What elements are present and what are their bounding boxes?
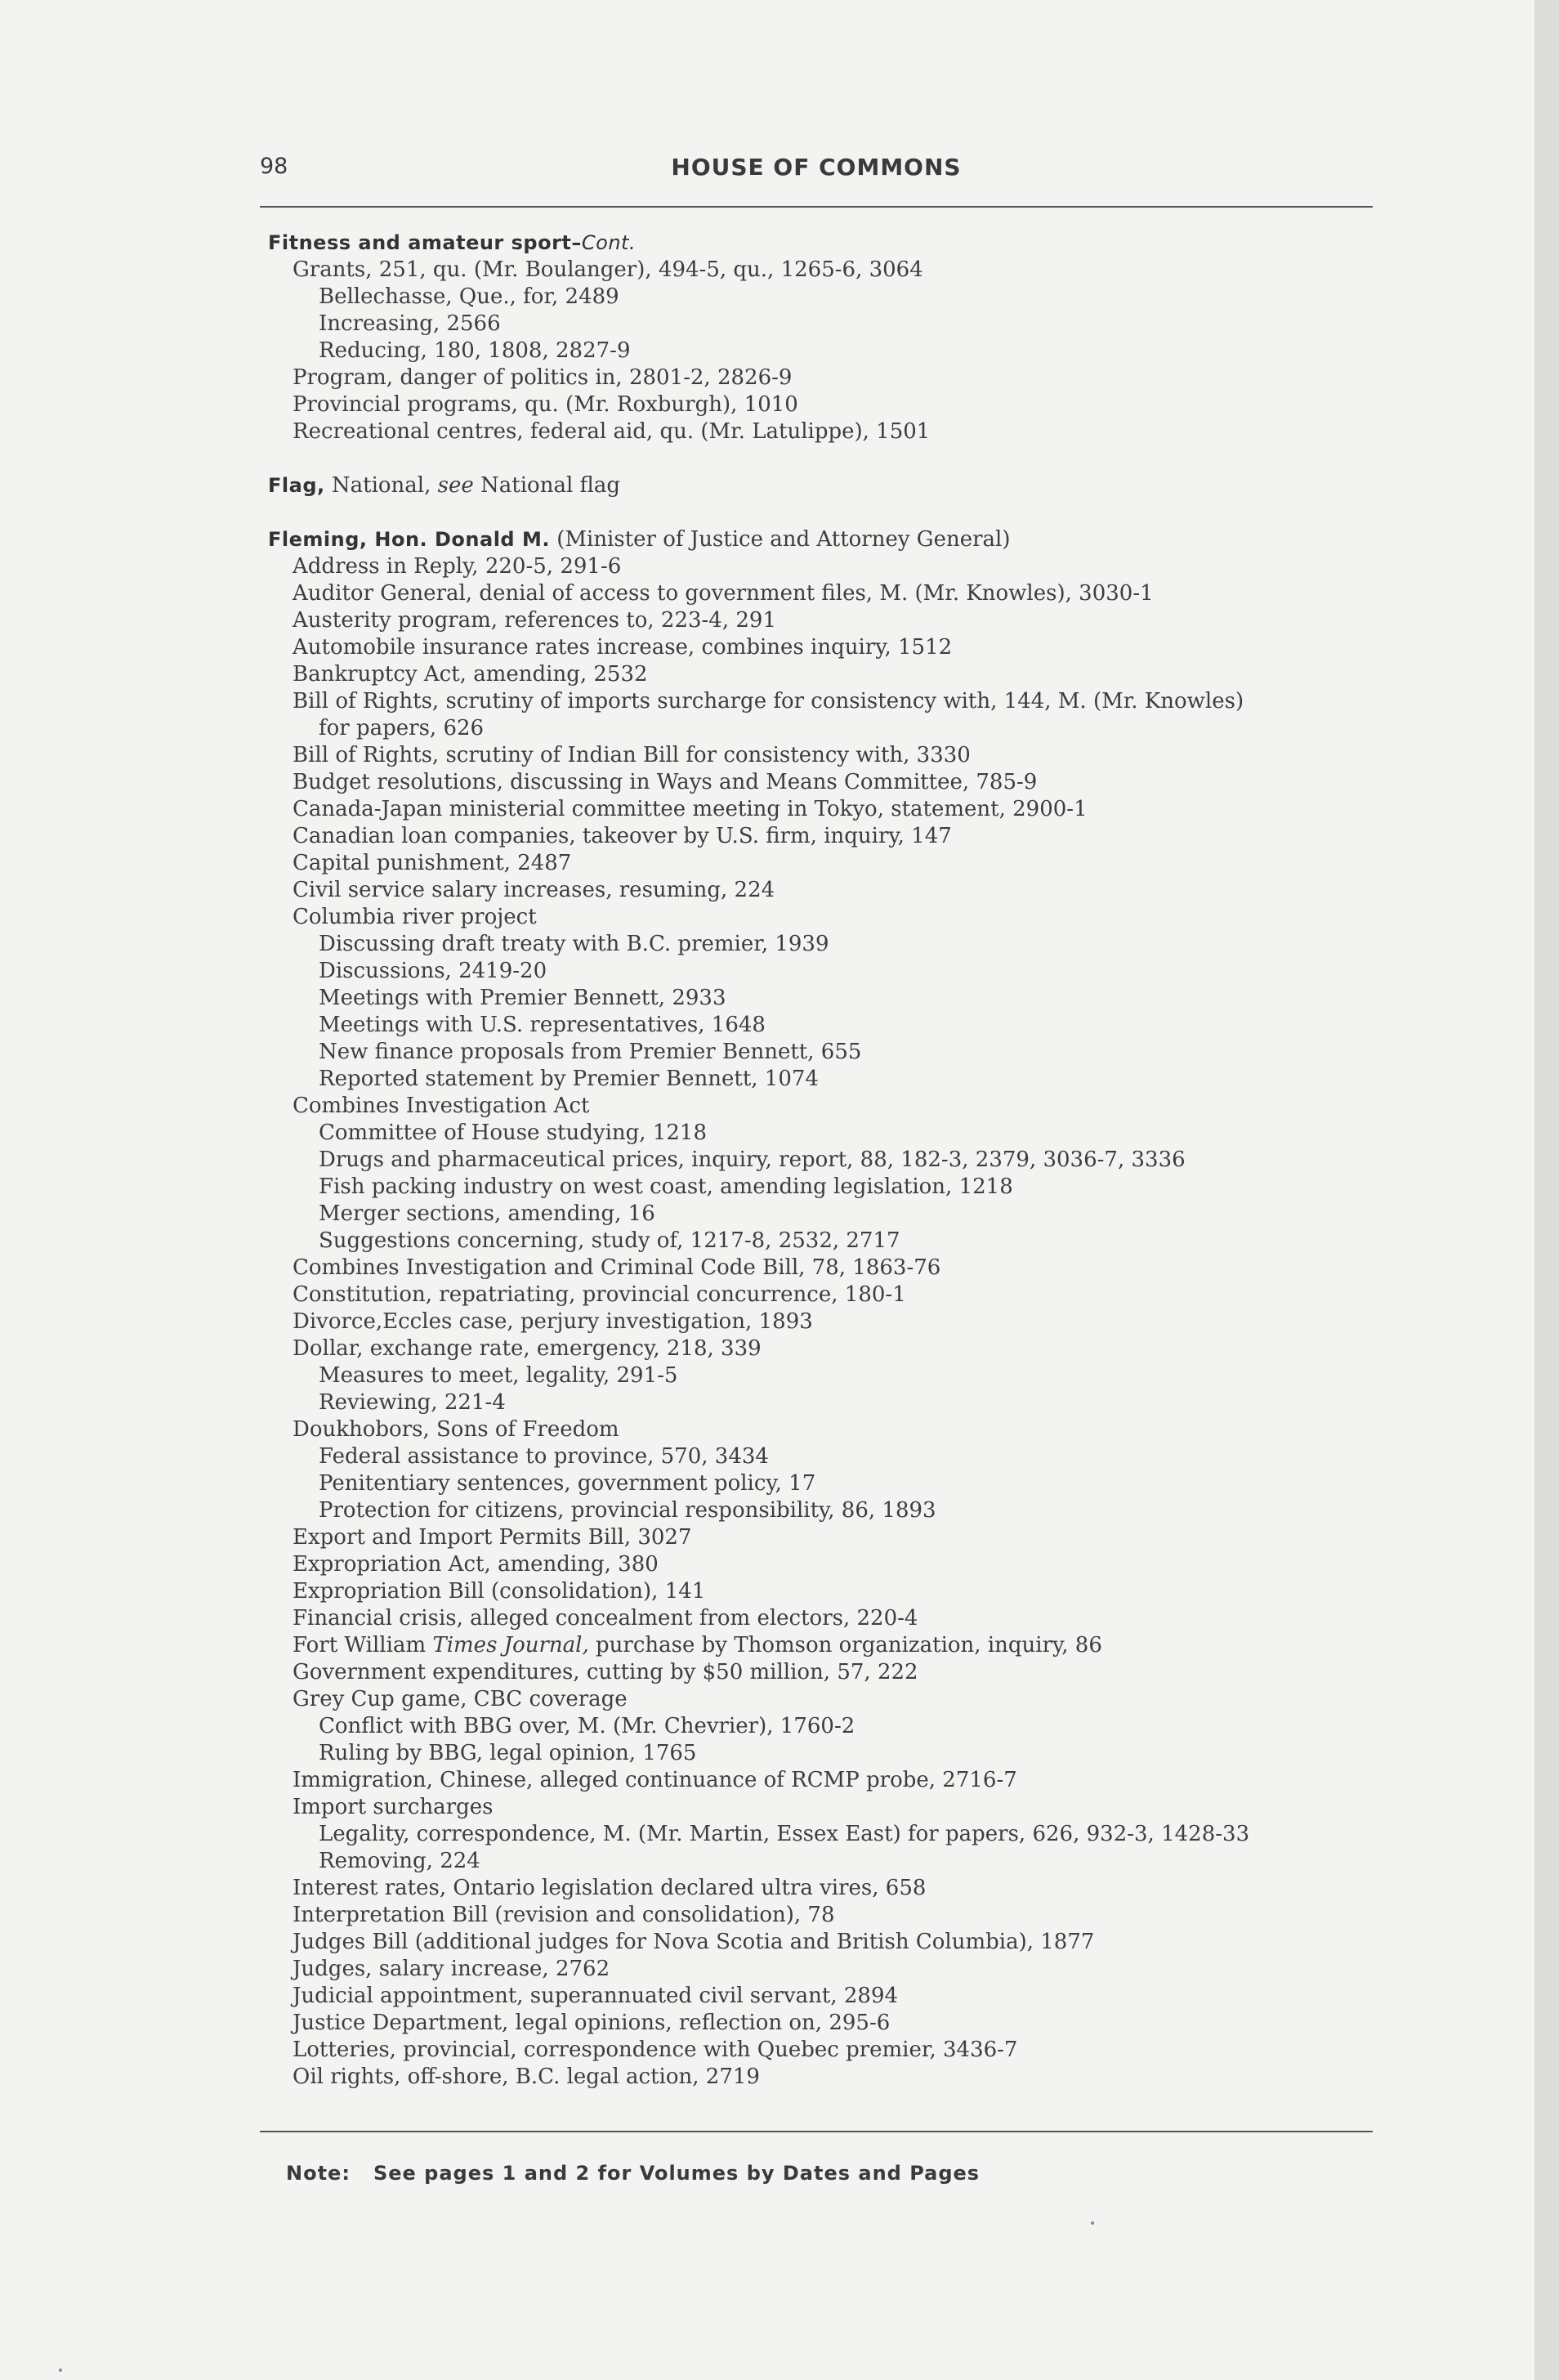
- index-subsubentry: [260, 1039, 1404, 1066]
- header-rule: [260, 206, 1373, 208]
- index-subsubentry: [260, 1470, 1404, 1497]
- index-subsubentry: [260, 1821, 1404, 1848]
- entry-text: Bankruptcy Act, amending, 2532: [293, 662, 648, 687]
- index-subsubentry: [260, 1389, 1404, 1416]
- entry-text: Columbia river project: [293, 905, 537, 929]
- entry-text: Merger sections, amending, 16: [319, 1201, 655, 1226]
- entry-text: Dollar, exchange rate, emergency, 218, 339: [293, 1336, 762, 1361]
- entry-text: Discussing draft treaty with B.C. premier, 1939: [319, 932, 829, 956]
- entry-text: Fish packing industry on west coast, amending legislation, 1218: [319, 1174, 1013, 1199]
- entry-text: Ruling by BBG, legal opinion, 1765: [319, 1741, 697, 1765]
- index-subentry: [260, 823, 1404, 850]
- index-subsubentry: [260, 715, 1404, 742]
- index-subentry: [260, 1659, 1404, 1686]
- index-subentry: [260, 1551, 1404, 1578]
- entry-text: Judges Bill (additional judges for Nova Scotia and British Columbia), 1877: [293, 1930, 1095, 1954]
- index-subsubentry: [260, 1120, 1404, 1147]
- index-subentry: [260, 634, 1404, 661]
- entry-text: Reducing, 180, 1808, 2827-9: [319, 338, 631, 363]
- index-subentry: [260, 1282, 1404, 1309]
- index-subentry: [260, 1632, 1404, 1659]
- index-subentry: [260, 1255, 1404, 1282]
- entry-heading: Flag,: [268, 474, 325, 497]
- entry-text-after: National flag: [473, 473, 621, 498]
- index-subentry: [260, 661, 1404, 688]
- entry-text: Address in Reply, 220-5, 291-6: [293, 554, 622, 579]
- index-subentry: [260, 1416, 1404, 1443]
- entry-text: Federal assistance to province, 570, 3434: [319, 1444, 769, 1469]
- index-subentry: [260, 1767, 1404, 1794]
- index-subentry: [260, 2064, 1404, 2091]
- index-heading-entry: [260, 472, 1404, 499]
- entry-text: Automobile insurance rates increase, combines inquiry, 1512: [293, 635, 953, 660]
- entry-text-italic: see: [437, 473, 474, 498]
- index-subentry: [260, 1605, 1404, 1632]
- page-number: 98: [260, 154, 288, 179]
- entry-text: Program, danger of politics in, 2801-2, 2826-9: [293, 365, 793, 390]
- entry-text: Doukhobors, Sons of Freedom: [293, 1417, 619, 1442]
- entry-text: Bill of Rights, scrutiny of imports surcharge for consistency with, 144, M. (Mr. Knowles): [293, 689, 1244, 714]
- entry-text: Suggestions concerning, study of, 1217-8, 2532, 2717: [319, 1228, 900, 1253]
- entry-text: Canada-Japan ministerial committee meeting in Tokyo, statement, 2900-1: [293, 797, 1088, 821]
- page-header: [260, 154, 1373, 190]
- entry-text: Interpretation Bill (revision and consolidation), 78: [293, 1903, 835, 1927]
- entry-text: New finance proposals from Premier Bennett, 655: [319, 1040, 862, 1064]
- entry-text: Fort William: [293, 1633, 433, 1658]
- entry-text: Provincial programs, qu. (Mr. Roxburgh), 1010: [293, 392, 798, 417]
- index-subsubentry: [260, 985, 1404, 1012]
- entry-text: Removing, 224: [319, 1849, 480, 1873]
- entry-text: Committee of House studying, 1218: [319, 1121, 707, 1145]
- index-subentry: [260, 2037, 1404, 2064]
- index-subentry: [260, 580, 1404, 607]
- index-subentry: [260, 1902, 1404, 1929]
- index-subsubentry: [260, 1201, 1404, 1228]
- entry-text: for papers, 626: [319, 716, 485, 740]
- index-subentry: [260, 1686, 1404, 1713]
- index-subsubentry: [260, 338, 1404, 365]
- entry-heading-continued: Cont.: [581, 231, 637, 254]
- footer-rule: [260, 2131, 1373, 2132]
- index-subentry: [260, 1929, 1404, 1956]
- entry-text: Canadian loan companies, takeover by U.S. firm, inquiry, 147: [293, 824, 952, 848]
- entry-text-italic: Times Journal,: [432, 1633, 589, 1658]
- entry-text: Import surcharges: [293, 1795, 494, 1819]
- index-subentry: [260, 904, 1404, 931]
- index-subentry: [260, 1524, 1404, 1551]
- index-subentry: [260, 769, 1404, 796]
- entry-text: Government expenditures, cutting by $50 million, 57, 222: [293, 1660, 918, 1684]
- entry-text: Immigration, Chinese, alleged continuance of RCMP probe, 2716-7: [293, 1768, 1017, 1792]
- index-subentry: [260, 1335, 1404, 1362]
- index-subsubentry: [260, 1740, 1404, 1767]
- entry-text: Interest rates, Ontario legislation declared ultra vires, 658: [293, 1876, 927, 1900]
- entry-heading: Fleming, Hon. Donald M.: [268, 528, 550, 551]
- index-subentry: [260, 1309, 1404, 1335]
- entry-heading: Fitness and amateur sport–: [268, 231, 582, 254]
- entry-text: (Minister of Justice and Attorney General): [549, 527, 1011, 552]
- entry-text: Bellechasse, Que., for, 2489: [319, 284, 619, 309]
- index-subsubentry: [260, 1848, 1404, 1875]
- entry-text: Discussions, 2419-20: [319, 959, 547, 983]
- entry-text: Recreational centres, federal aid, qu. (Mr. Latulippe), 1501: [293, 419, 931, 444]
- index-subentry: [260, 553, 1404, 580]
- index-subsubentry: [260, 1147, 1404, 1174]
- index-subsubentry: [260, 1228, 1404, 1255]
- entry-text: Capital punishment, 2487: [293, 851, 572, 875]
- index-subsubentry: [260, 1497, 1404, 1524]
- index-subentry: [260, 607, 1404, 634]
- index-subentry: [260, 2010, 1404, 2037]
- index-subentry: [260, 391, 1404, 418]
- page-title: HOUSE OF COMMONS: [671, 154, 962, 181]
- entry-text: Financial crisis, alleged concealment from electors, 220-4: [293, 1606, 918, 1631]
- index-subsubentry: [260, 1174, 1404, 1201]
- entry-text: Penitentiary sentences, government policy, 17: [319, 1471, 816, 1496]
- entry-text: Measures to meet, legality, 291-5: [319, 1363, 678, 1388]
- index-subsubentry: [260, 958, 1404, 985]
- entry-text-after: purchase by Thomson organization, inquiry, 86: [588, 1633, 1102, 1658]
- index-heading-entry: [260, 230, 1404, 257]
- entry-text: Conflict with BBG over, M. (Mr. Chevrier), 1760-2: [319, 1714, 855, 1738]
- footer-note: Note: See pages 1 and 2 for Volumes by Dates and Pages: [286, 2162, 981, 2185]
- entry-text: Austerity program, references to, 223-4, 291: [293, 608, 777, 633]
- index-subsubentry: [260, 931, 1404, 958]
- entry-text: Judges, salary increase, 2762: [293, 1957, 610, 1981]
- index-subsubentry: [260, 1362, 1404, 1389]
- index-subentry: [260, 877, 1404, 904]
- index-subsubentry: [260, 1443, 1404, 1470]
- entry-text: Increasing, 2566: [319, 311, 501, 336]
- entry-text: Expropriation Act, amending, 380: [293, 1552, 659, 1577]
- entry-text: Bill of Rights, scrutiny of Indian Bill for consistency with, 3330: [293, 743, 971, 767]
- index-subsubentry: [260, 311, 1404, 338]
- entry-text: Combines Investigation Act: [293, 1094, 590, 1118]
- index-subentry: [260, 365, 1404, 391]
- index-subentry: [260, 1794, 1404, 1821]
- scan-speck: [1091, 2221, 1094, 2225]
- index-entries: [260, 230, 1404, 2091]
- entry-text: National,: [324, 473, 438, 498]
- entry-text: Combines Investigation and Criminal Code Bill, 78, 1863-76: [293, 1255, 941, 1280]
- entry-text: Protection for citizens, provincial responsibility, 86, 1893: [319, 1498, 936, 1523]
- entry-text: Constitution, repatriating, provincial concurrence, 180-1: [293, 1282, 906, 1307]
- entry-text: Legality, correspondence, M. (Mr. Martin, Essex East) for papers, 626, 932-3, 1428-33: [319, 1822, 1250, 1846]
- entry-text: Divorce,Eccles case, perjury investigation, 1893: [293, 1309, 813, 1334]
- index-heading-entry: [260, 526, 1404, 553]
- entry-text: Oil rights, off-shore, B.C. legal action, 2719: [293, 2065, 760, 2089]
- entry-text: Expropriation Bill (consolidation), 141: [293, 1579, 706, 1604]
- entry-text: Export and Import Permits Bill, 3027: [293, 1525, 692, 1550]
- entry-text: Justice Department, legal opinions, reflection on, 295-6: [293, 2011, 891, 2035]
- index-subentry: [260, 1093, 1404, 1120]
- index-subsubentry: [260, 1066, 1404, 1093]
- entry-text: Reviewing, 221-4: [319, 1390, 506, 1415]
- entry-text: Grey Cup game, CBC coverage: [293, 1687, 628, 1711]
- index-subentry: [260, 1875, 1404, 1902]
- entry-text: Budget resolutions, discussing in Ways and Means Committee, 785-9: [293, 770, 1038, 794]
- entry-text: Drugs and pharmaceutical prices, inquiry, report, 88, 182-3, 2379, 3036-7, 3336: [319, 1148, 1186, 1172]
- index-subentry: [260, 257, 1404, 284]
- index-subsubentry: [260, 284, 1404, 311]
- entry-text: Reported statement by Premier Bennett, 1074: [319, 1067, 819, 1091]
- index-subsubentry: [260, 1012, 1404, 1039]
- scan-edge: [1534, 0, 1559, 2380]
- index-subentry: [260, 850, 1404, 877]
- entry-text: Meetings with Premier Bennett, 2933: [319, 986, 726, 1010]
- entry-text: Auditor General, denial of access to government files, M. (Mr. Knowles), 3030-1: [293, 581, 1154, 606]
- index-subentry: [260, 1956, 1404, 1983]
- index-subentry: [260, 742, 1404, 769]
- index-subentry: [260, 1983, 1404, 2010]
- entry-text: Meetings with U.S. representatives, 1648: [319, 1013, 766, 1037]
- index-subentry: [260, 1578, 1404, 1605]
- entry-text: Civil service salary increases, resuming, 224: [293, 878, 775, 902]
- entry-text: Grants, 251, qu. (Mr. Boulanger), 494-5, qu., 1265-6, 3064: [293, 257, 923, 282]
- index-subsubentry: [260, 1713, 1404, 1740]
- index-subentry: [260, 418, 1404, 445]
- entry-text: Lotteries, provincial, correspondence with Quebec premier, 3436-7: [293, 2038, 1018, 2062]
- index-subentry: [260, 796, 1404, 823]
- entry-text: Judicial appointment, superannuated civil servant, 2894: [293, 1984, 899, 2008]
- index-subentry: [260, 688, 1404, 715]
- scan-speck: [59, 2369, 62, 2372]
